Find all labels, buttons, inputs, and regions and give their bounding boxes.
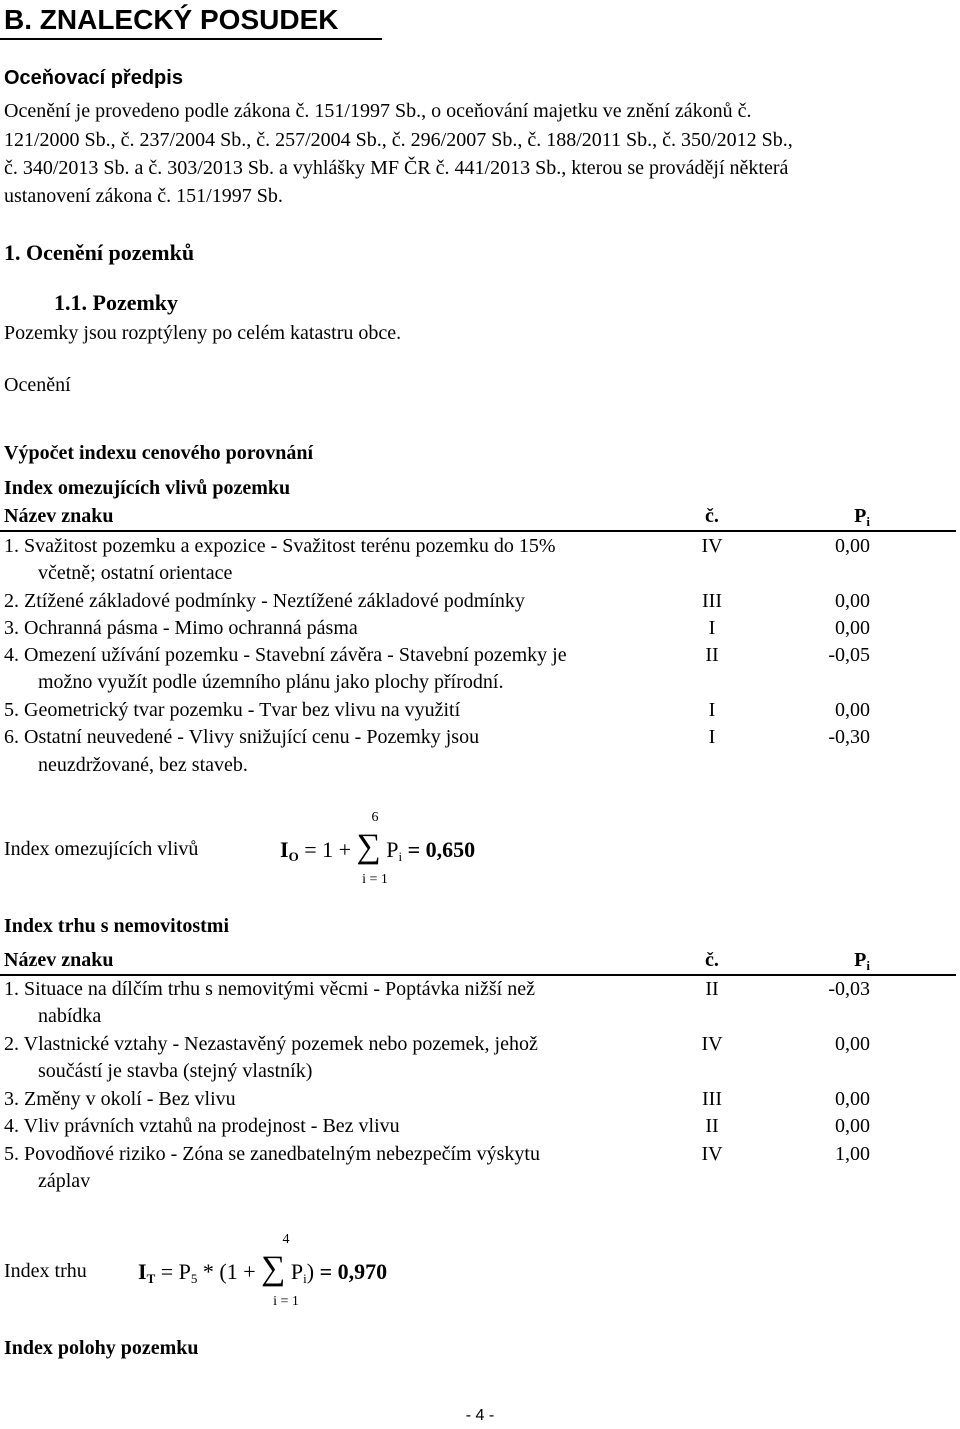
page-number: - 4 -	[465, 1407, 495, 1424]
title-underline	[0, 38, 382, 40]
valuation-label: Ocenění	[4, 374, 71, 396]
omez-row-2-p: 0,00	[835, 590, 870, 612]
omez-row-1-num: IV	[701, 535, 723, 557]
trh-row-5-num: IV	[701, 1143, 723, 1165]
trh-row-4-line-1: 4. Vliv právních vztahů na prodejnost - Bez vlivu	[4, 1115, 400, 1137]
omez-row-6-num: I	[708, 726, 716, 748]
omez-row-1-p: 0,00	[835, 535, 870, 557]
omez-table-title: Index omezujících vlivů pozemku	[4, 477, 291, 499]
intro-line-1: Ocenění je provedeno podle zákona č. 151/1997 Sb., o oceňování majetku ve znění zákonů č.	[4, 100, 752, 122]
trh-row-5-line-1: 5. Povodňové riziko - Zóna se zanedbatelným nebezpečím výskytu	[4, 1143, 540, 1165]
omez-row-5-num: I	[708, 699, 716, 721]
trh-row-2-line-2: součástí je stavba (stejný vlastník)	[38, 1060, 313, 1082]
trh-sum-lower: i = 1	[273, 1294, 299, 1309]
omez-header-name: Název znaku	[4, 505, 114, 527]
calc-title: Výpočet indexu cenového porovnání	[4, 442, 314, 464]
heading-pozemky: 1.1. Pozemky	[54, 290, 179, 315]
trh-table-title: Index trhu s nemovitostmi	[4, 915, 230, 937]
omez-row-1-line-2: včetně; ostatní orientace	[38, 562, 233, 584]
trh-row-1-p: -0,03	[828, 978, 870, 1000]
omez-row-3-line-1: 3. Ochranná pásma - Mimo ochranná pásma	[4, 617, 358, 639]
omez-header-num: č.	[705, 505, 719, 527]
trh-formula-label: Index trhu	[4, 1260, 87, 1282]
omez-row-4-num: II	[705, 644, 719, 666]
sum-sign-icon: ∑	[356, 828, 381, 865]
intro-line-3: č. 340/2013 Sb. a č. 303/2013 Sb. a vyhlášky MF ČR č. 441/2013 Sb., kterou se provádějí některá	[4, 157, 789, 179]
omez-row-6-line-2: neuzdržované, bez staveb.	[38, 754, 248, 776]
heading-ocenenipozemku: 1. Ocenění pozemků	[4, 240, 195, 265]
sum-sign-icon: ∑	[261, 1250, 286, 1287]
trh-row-1-line-2: nabídka	[38, 1005, 102, 1027]
trh-row-2-p: 0,00	[835, 1033, 870, 1055]
omez-sum-upper: 6	[371, 810, 379, 825]
omez-row-4-line-2: možno využít podle územního plánu jako plochy přírodní.	[38, 671, 504, 693]
trh-header-name: Název znaku	[4, 949, 114, 971]
omez-row-1-line-1: 1. Svažitost pozemku a expozice - Svažitost terénu pozemku do 15%	[4, 535, 556, 557]
trh-row-5-p: 1,00	[835, 1143, 870, 1165]
trh-row-2-line-1: 2. Vlastnické vztahy - Nezastavěný pozemek nebo pozemek, jehož	[4, 1033, 538, 1055]
omez-sum-lower: i = 1	[362, 872, 388, 887]
trh-row-1-num: II	[705, 978, 719, 1000]
trh-row-5-line-2: záplav	[38, 1170, 91, 1192]
trh-row-4-num: II	[705, 1115, 719, 1137]
trh-header-num: č.	[705, 949, 719, 971]
document-title: B. ZNALECKÝ POSUDEK	[4, 4, 339, 35]
omez-row-6-p: -0,30	[828, 726, 870, 748]
omez-formula: $I_O = 1$ + ∑ $P_i = 0,650$	[280, 828, 476, 865]
trh-formula: $I_T = P_5 * (1$ + ∑ $P_i) = 0,970$	[138, 1250, 388, 1287]
intro-line-4: ustanovení zákona č. 151/1997 Sb.	[4, 185, 283, 207]
omez-row-6-line-1: 6. Ostatní neuvedené - Vlivy snižující cenu - Pozemky jsou	[4, 726, 480, 748]
omez-row-2-num: III	[702, 590, 722, 612]
trh-row-3-line-1: 3. Změny v okolí - Bez vlivu	[4, 1088, 236, 1110]
omez-row-5-p: 0,00	[835, 699, 870, 721]
omez-row-4-p: -0,05	[828, 644, 870, 666]
trh-sum-upper: 4	[282, 1232, 290, 1247]
omez-row-5-line-1: 5. Geometrický tvar pozemku - Tvar bez vlivu na využití	[4, 699, 461, 721]
trh-row-3-num: III	[702, 1088, 722, 1110]
trh-row-4-p: 0,00	[835, 1115, 870, 1137]
intro-line-2: 121/2000 Sb., č. 237/2004 Sb., č. 257/2004 Sb., č. 296/2007 Sb., č. 188/2011 Sb., č. 350/2012 Sb.,	[4, 129, 793, 151]
section-heading: Oceňovací předpis	[4, 67, 183, 89]
omez-row-4-line-1: 4. Omezení užívání pozemku - Stavební závěra - Stavební pozemky je	[4, 644, 567, 666]
trh-row-1-line-1: 1. Situace na dílčím trhu s nemovitými věcmi - Poptávka nižší než	[4, 978, 535, 1000]
omez-row-2-line-1: 2. Ztížené základové podmínky - Neztížené základové podmínky	[4, 590, 525, 612]
trh-row-2-num: IV	[701, 1033, 723, 1055]
omez-formula-label: Index omezujících vlivů	[4, 838, 199, 860]
poloha-title: Index polohy pozemku	[4, 1337, 199, 1359]
omez-row-3-num: I	[708, 617, 716, 639]
omez-row-3-p: 0,00	[835, 617, 870, 639]
omez-header-p: $P_i$	[854, 505, 870, 529]
pozemky-text: Pozemky jsou rozptýleny po celém katastru obce.	[4, 322, 402, 344]
trh-header-p: $P_i$	[854, 949, 870, 973]
trh-row-3-p: 0,00	[835, 1088, 870, 1110]
